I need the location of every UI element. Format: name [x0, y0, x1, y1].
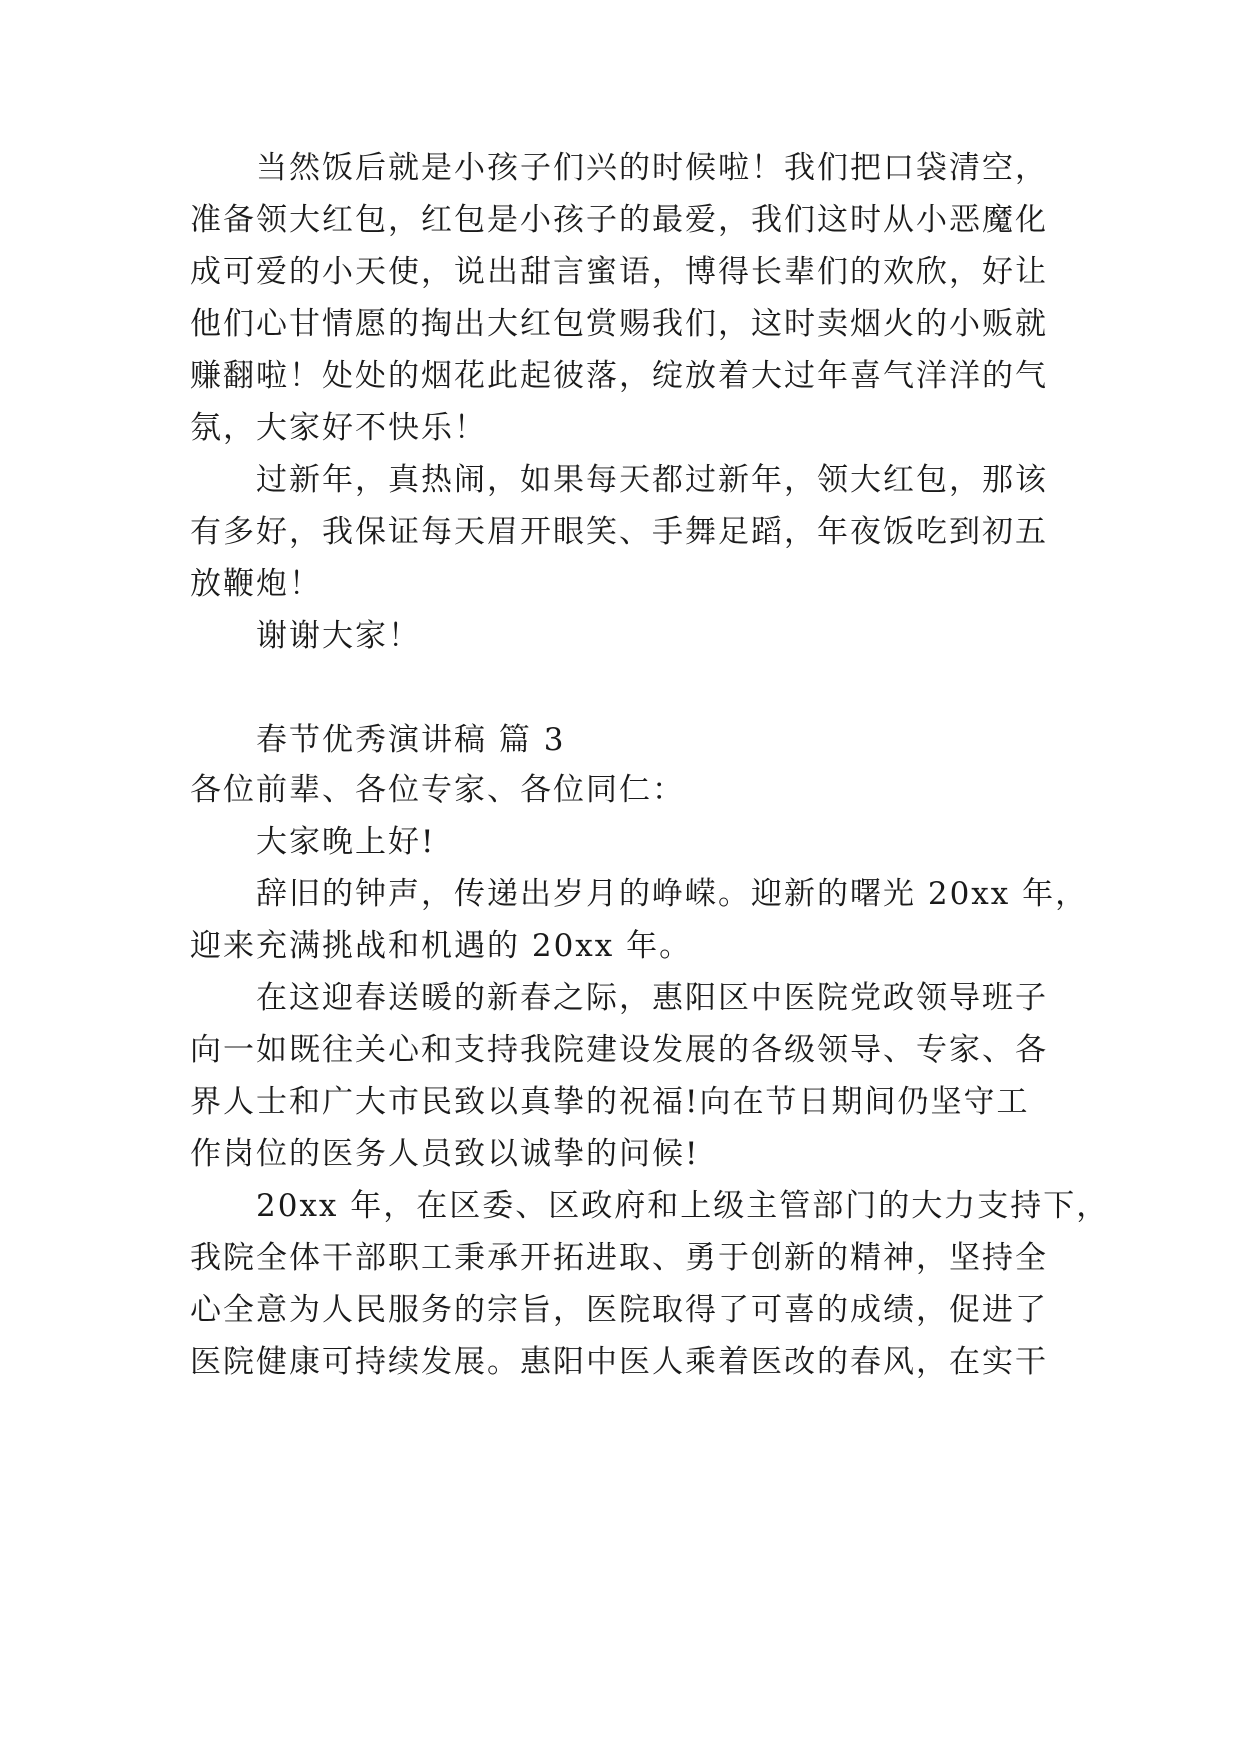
text-line: 放鞭炮！ [190, 566, 322, 602]
text-line: 成可爱的小天使，说出甜言蜜语，博得长辈们的欢欣，好让 [190, 254, 1048, 290]
text-line: 过新年，真热闹，如果每天都过新年，领大红包，那该 [256, 462, 1048, 498]
text-line: 辞旧的钟声，传递出岁月的峥嵘。迎新的曙光 20xx 年， [256, 876, 1089, 912]
text-line: 准备领大红包，红包是小孩子的最爱，我们这时从小恶魔化 [190, 202, 1048, 238]
closing-line: 谢谢大家！ [256, 618, 421, 654]
salutation: 各位前辈、各位专家、各位同仁： [190, 772, 685, 808]
text-line: 向一如既往关心和支持我院建设发展的各级领导、专家、各 [190, 1032, 1048, 1068]
text-line: 迎来充满挑战和机遇的 20xx 年。 [190, 928, 693, 964]
text-line: 氛，大家好不快乐！ [190, 410, 487, 446]
text-line: 当然饭后就是小孩子们兴的时候啦！我们把口袋清空， [256, 150, 1048, 186]
text-line: 赚翻啦！处处的烟花此起彼落，绽放着大过年喜气洋洋的气 [190, 358, 1048, 394]
text-line: 在这迎春送暖的新春之际，惠阳区中医院党政领导班子 [256, 980, 1048, 1016]
text-line: 界人士和广大市民致以真挚的祝福!向在节日期间仍坚守工 [190, 1084, 1030, 1120]
greeting: 大家晚上好! [256, 824, 436, 860]
text-line: 作岗位的医务人员致以诚挚的问候! [190, 1136, 700, 1172]
text-line: 我院全体干部职工秉承开拓进取、勇于创新的精神，坚持全 [190, 1240, 1048, 1276]
text-line: 有多好，我保证每天眉开眼笑、手舞足蹈，年夜饭吃到初五 [190, 514, 1048, 550]
text-line: 20xx 年，在区委、区政府和上级主管部门的大力支持下， [256, 1188, 1110, 1224]
text-line: 心全意为人民服务的宗旨，医院取得了可喜的成绩，促进了 [190, 1292, 1048, 1328]
text-line: 医院健康可持续发展。惠阳中医人乘着医改的春风，在实干 [190, 1344, 1048, 1380]
section-title: 春节优秀演讲稿 篇 3 [256, 722, 566, 758]
text-line: 他们心甘情愿的掏出大红包赏赐我们，这时卖烟火的小贩就 [190, 306, 1048, 342]
